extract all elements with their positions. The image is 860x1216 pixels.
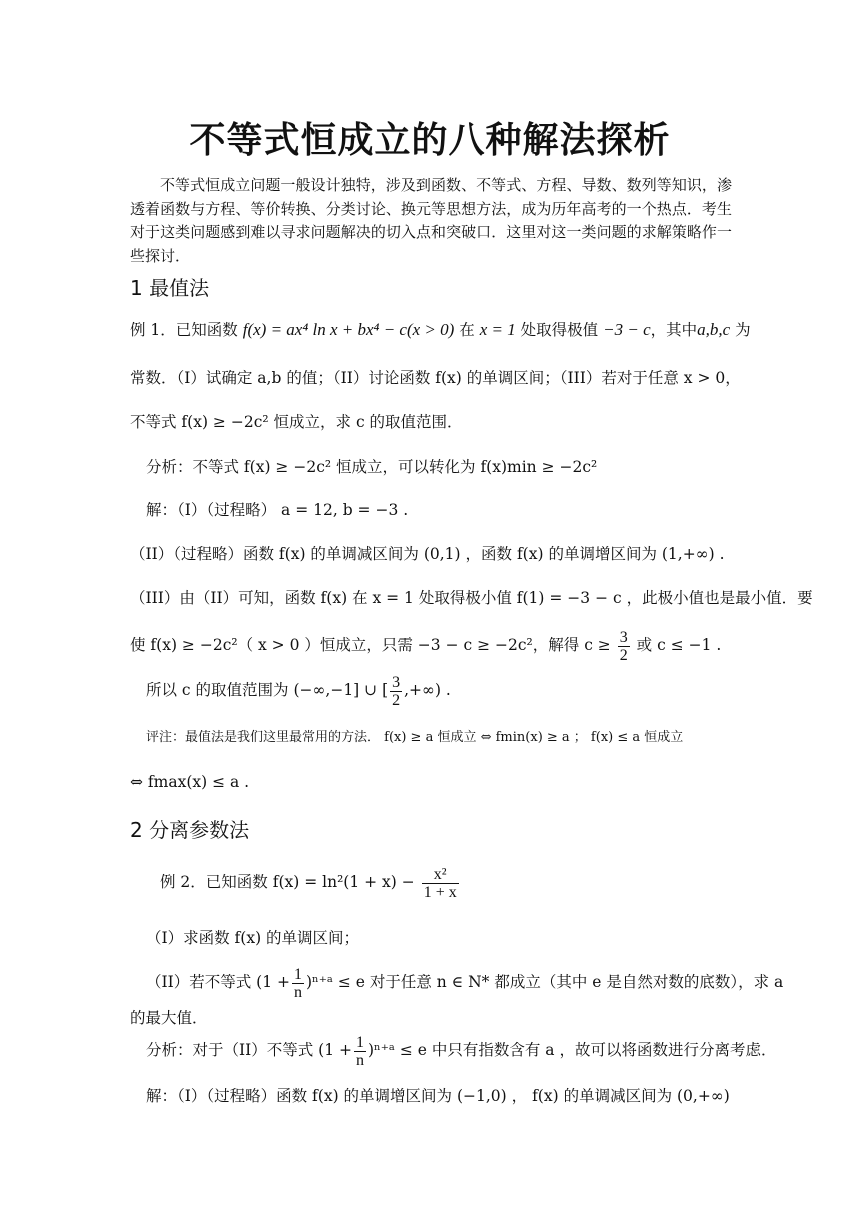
fraction-one-over-n: $\frac{1}{n}$	[294, 965, 302, 1001]
section1-heading: 1 最值法	[130, 276, 210, 300]
example1-comment: 评注：最值法是我们这里最常用的方法． f(x) ≥ a 恒成立 ⇔ fmin(x) ≥ a ； f(x) ≤ a 恒成立	[146, 730, 684, 745]
example1-questions: 常数．（I）试确定 a,b 的值；（II）讨论函数 f(x) 的单调区间；（III）若对于任意 x > 0，	[130, 369, 741, 387]
example2-question2: （II）若不等式 (1 + $\frac{1}{n}$ )ⁿ⁺ᵃ ≤ e 对于任意 n ∈ N* 都成立（其中 e 是自然对数的底数），求 a	[146, 965, 784, 1001]
fraction-x2-over-1px: $\frac{\text{x²}}{1 + x}$	[423, 865, 457, 901]
example2-question1: （I）求函数 f(x) 的单调区间；	[146, 929, 360, 947]
example1-analysis: 分析：不等式 f(x) ≥ −2c² 恒成立，可以转化为 f(x)min ≥ −2c²	[146, 458, 598, 476]
example1-line1: 例 1．已知函数 f(x) = ax⁴ ln x + bx⁴ − c(x > 0) 在 x = 1 处取得极值 −3 − c，其中a,b,c 为	[130, 320, 751, 339]
intro-paragraph: 不等式恒成立问题一般设计独特，涉及到函数、不等式、方程、导数、数列等知识，渗透着函数与方程、等价转换、分类讨论、换元等思想方法，成为历年高考的一个热点．考生对于这类问题感到难以寻求问题解决的切入点和突破口．这里对这一类问题的求解策略作一些探讨．	[130, 176, 732, 265]
example2-question2-cont: 的最大值．	[130, 1009, 208, 1027]
section2-heading: 2 分离参数法	[130, 818, 250, 842]
example1-comment-cont: ⇔ fmax(x) ≤ a .	[130, 773, 250, 791]
solution1-part3-cont: 使 f(x) ≥ −2c²（ x > 0 ）恒成立，只需 −3 − c ≥ −2c²，解得 c ≥ $\frac{3}{2}$ 或 c ≤ −1 .	[130, 628, 722, 664]
example1-questions-cont: 不等式 f(x) ≥ −2c² 恒成立，求 c 的取值范围．	[130, 413, 463, 431]
solution1-range: 所以 c 的取值范围为 (−∞,−1] ∪ [ $\frac{3}{2}$ ,+∞) .	[146, 673, 451, 709]
fraction-one-over-n: $\frac{1}{n}$	[356, 1033, 364, 1069]
solution1-part2: （II）（过程略）函数 f(x) 的单调减区间为 (0,1) ，函数 f(x) 的单调增区间为 (1,+∞) .	[130, 545, 725, 563]
fraction-three-halves: $\frac{3}{2}$	[619, 628, 628, 664]
solution1-part3: （III）由（II）可知，函数 f(x) 在 x = 1 处取得极小值 f(1) = −3 − c ，此极小值也是最小值．要	[130, 589, 813, 607]
fraction-three-halves: $\frac{3}{2}$	[392, 673, 401, 709]
example2-line: 例 2．已知函数 f(x) = ln²(1 + x) − $\frac{\text{x²}}{1 + x}$	[160, 865, 457, 901]
example2-analysis: 分析：对于（II）不等式 (1 + $\frac{1}{n}$ )ⁿ⁺ᵃ ≤ e 中只有指数含有 a ，故可以将函数进行分离考虑．	[146, 1033, 777, 1069]
solution1-part1: 解：（I）（过程略） a = 12, b = −3 .	[146, 501, 409, 519]
page-title: 不等式恒成立的八种解法探析	[189, 120, 671, 161]
example2-solution1: 解：（I）（过程略）函数 f(x) 的单调增区间为 (−1,0) ， f(x) 的单调减区间为 (0,+∞)	[146, 1087, 730, 1105]
